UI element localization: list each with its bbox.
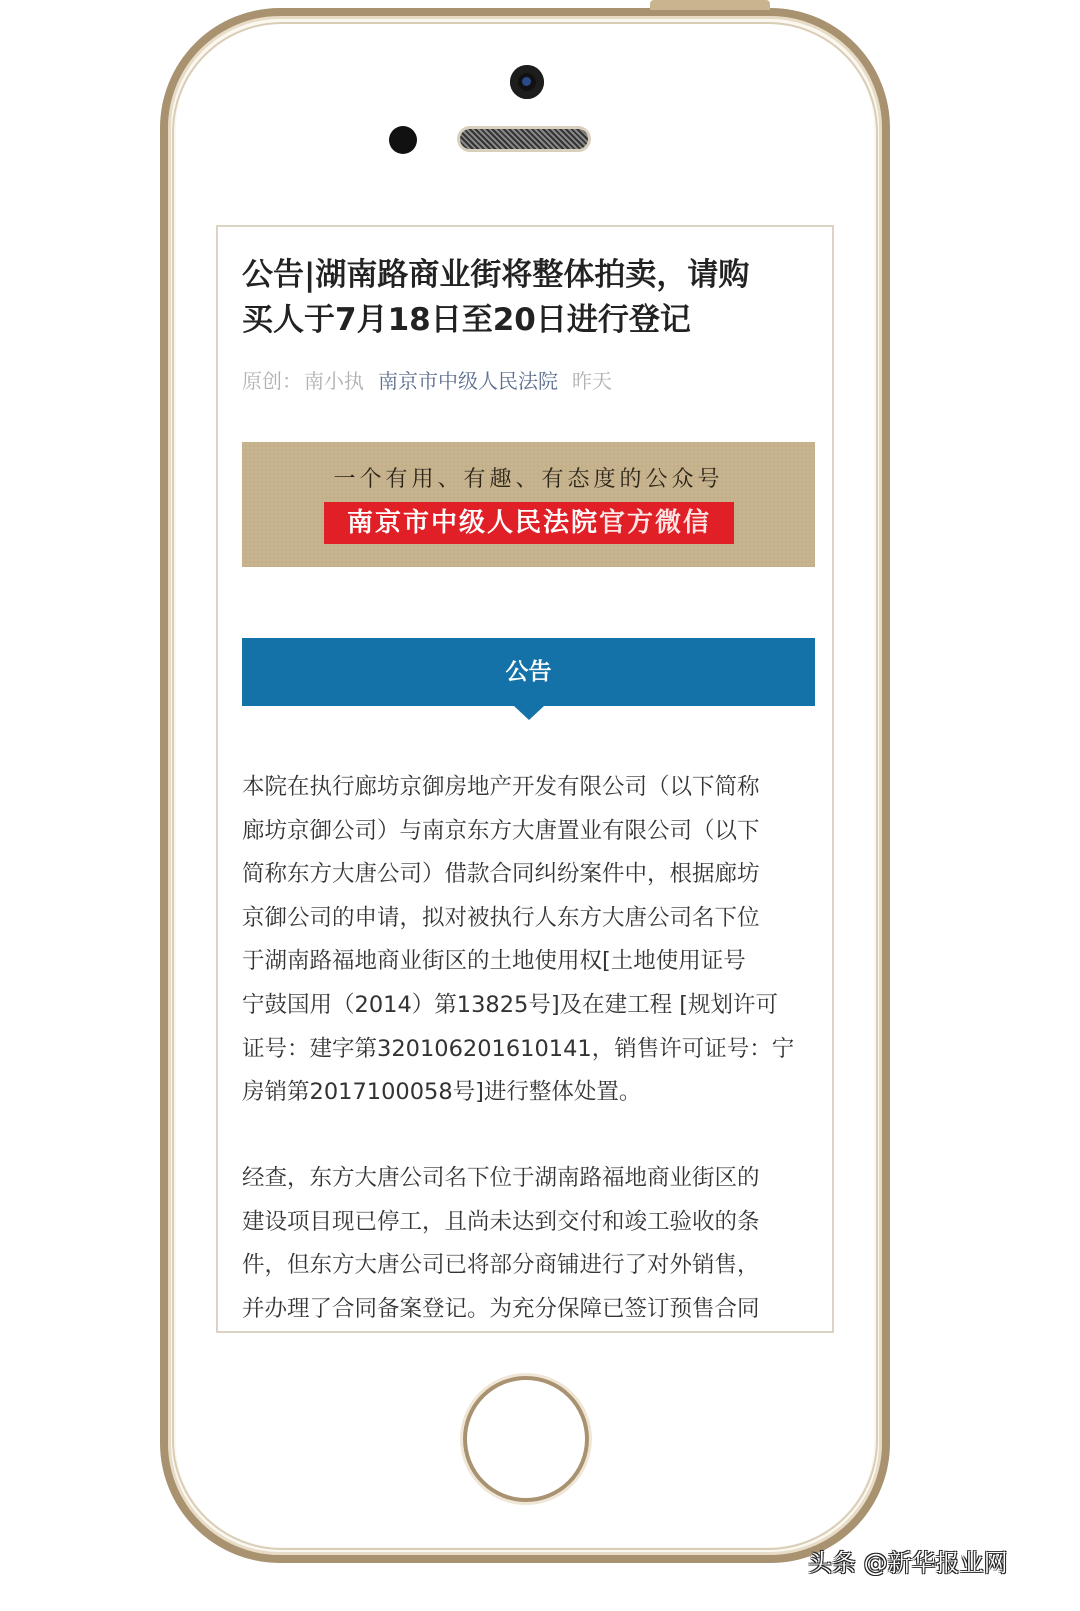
publish-time: 昨天 bbox=[572, 369, 612, 393]
text-line: 宁鼓国用（2014）第13825号]及在建工程 [规划许可 bbox=[242, 991, 779, 1018]
home-button[interactable] bbox=[463, 1376, 589, 1502]
text-line: 经查，东方大唐公司名下位于湖南路福地商业街区的 bbox=[242, 1165, 760, 1191]
text-line: 件，但东方大唐公司已将部分商铺进行了对外销售， bbox=[242, 1252, 760, 1279]
title-line: 买人于7月18日至20日进行登记 bbox=[242, 302, 691, 338]
original-label: 原创： bbox=[242, 369, 302, 393]
text-line: 本院在执行廊坊京御房地产开发有限公司（以下简称 bbox=[242, 774, 760, 800]
text-line: 建设项目现已停工，且尚未达到交付和竣工验收的条 bbox=[242, 1208, 760, 1235]
front-camera-icon bbox=[510, 65, 544, 99]
text-line: 房销第2017100058号]进行整体处置。 bbox=[242, 1079, 642, 1106]
author: 南小执 bbox=[304, 369, 364, 393]
banner-suffix: 官方微信 bbox=[599, 508, 712, 538]
text-line: 证号：建字第320106201610141，销售许可证号：宁 bbox=[242, 1035, 795, 1062]
text-line: 京御公司的申请，拟对被执行人东方大唐公司名下位 bbox=[242, 904, 760, 931]
banner-slogan: 一个有用、有趣、有态度的公众号 bbox=[333, 467, 724, 492]
proximity-sensor-icon bbox=[389, 126, 417, 154]
watermark: 头条 @新华报业网 bbox=[808, 1549, 1008, 1577]
text-line: 廊坊京御公司）与南京东方大唐置业有限公司（以下 bbox=[242, 817, 760, 844]
section-heading: 公告 bbox=[242, 638, 815, 706]
title-line: 公告|湖南路商业街将整体拍卖，请购 bbox=[242, 257, 750, 293]
account-banner bbox=[242, 442, 815, 567]
earpiece-speaker-icon bbox=[457, 126, 591, 152]
article-title bbox=[242, 253, 822, 343]
article-meta bbox=[242, 365, 626, 394]
text-line: 简称东方大唐公司）借款合同纠纷案件中，根据廊坊 bbox=[242, 861, 760, 888]
phone-screen bbox=[216, 225, 834, 1333]
power-button bbox=[650, 0, 770, 10]
banner-title bbox=[324, 502, 734, 544]
text-line: 于湖南路福地商业街区的土地使用权[土地使用证号 bbox=[242, 948, 746, 975]
text-line: 并办理了合同备案登记。为充分保障已签订预售合同 bbox=[242, 1295, 760, 1322]
paragraph-1 bbox=[242, 766, 822, 1115]
account-link[interactable]: 南京市中级人民法院 bbox=[378, 369, 558, 393]
paragraph-2 bbox=[242, 1157, 822, 1331]
banner-court-name: 南京市中级人民法院 bbox=[346, 508, 599, 538]
